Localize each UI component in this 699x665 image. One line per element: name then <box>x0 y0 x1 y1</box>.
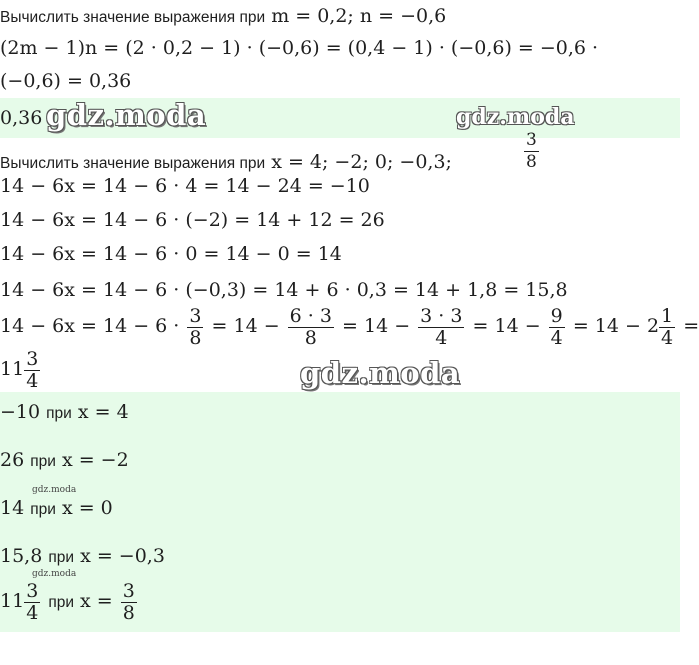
watermark-logo: gdz.moda <box>456 104 575 130</box>
fraction-numerator: 3 <box>26 347 39 370</box>
answer-condition: x = 4 <box>77 401 129 423</box>
answer-condition: x = <box>80 590 113 612</box>
fraction-numerator: 3 <box>526 130 537 150</box>
task1-title: Вычислить значение выражения при <box>0 9 266 26</box>
answer-word: при <box>46 405 72 422</box>
task1-header <box>0 4 446 30</box>
watermark-logo: gdz.moda <box>32 569 77 579</box>
fraction-denominator: 4 <box>26 601 39 624</box>
answer-word: при <box>30 501 56 518</box>
task1-solution-line-2: (−0,6) = 0,36 <box>0 70 132 92</box>
answer-condition: x = 0 <box>61 497 113 519</box>
answer-value: −10 <box>0 401 41 423</box>
task2-answer <box>0 400 129 426</box>
answer-word: при <box>30 453 56 470</box>
watermark-logo: gdz.moda <box>46 98 207 132</box>
fraction-denominator: 8 <box>288 327 334 349</box>
answer-value: 26 <box>0 449 25 471</box>
fraction-numerator: 6 · 3 <box>289 304 332 327</box>
mixed-number-whole: 11 <box>0 358 25 380</box>
expression-part: = <box>683 315 699 337</box>
task2-solution-result <box>0 348 42 392</box>
task2-answer <box>0 544 165 570</box>
watermark-logo: gdz.moda <box>300 356 461 390</box>
task2-solution-line: 14 − 6x = 14 − 6 · 4 = 14 − 24 = −10 <box>0 175 370 197</box>
task2-solution-line: 14 − 6x = 14 − 6 · (−2) = 14 + 12 = 26 <box>0 209 385 231</box>
task1-solution-line-1: (2m − 1)n = (2 · 0,2 − 1) · (−0,6) = (0,4 − 1) · (−0,6) = −0,6 · <box>0 37 599 59</box>
task2-solution-line: 14 − 6x = 14 − 6 · (−0,3) = 14 + 6 · 0,3 = 14 + 1,8 = 15,8 <box>0 279 568 301</box>
expression-part: = 14 − <box>211 315 280 337</box>
expression-part: = 14 − <box>342 315 411 337</box>
expression-part: 14 − 6x = 14 − 6 · <box>0 315 180 337</box>
answer-word: при <box>48 549 75 566</box>
answer-condition: x = −2 <box>61 449 129 471</box>
fraction-denominator: 4 <box>661 326 674 349</box>
task2-header <box>0 150 452 176</box>
answer-value: 15,8 <box>0 545 43 567</box>
fraction-denominator: 8 <box>526 152 537 172</box>
answer-word: при <box>48 594 74 611</box>
expression-part: = 14 − 2 <box>572 315 660 337</box>
task2-answer <box>0 580 139 624</box>
fraction-denominator: 4 <box>26 369 39 392</box>
task2-title: Вычислить значение выражения при <box>0 155 266 172</box>
fraction-numerator: 3 <box>189 304 202 327</box>
fraction-numerator: 1 <box>661 304 674 327</box>
expression-part: = 14 − <box>472 315 541 337</box>
watermark-logo: gdz.moda <box>32 485 77 495</box>
fraction-numerator: 9 <box>550 304 563 327</box>
fraction-denominator: 4 <box>550 326 563 349</box>
fraction-numerator: 3 <box>122 579 135 602</box>
task1-answer: 0,36 <box>0 107 43 129</box>
task2-condition-fraction <box>522 130 541 173</box>
fraction-denominator: 8 <box>189 326 202 349</box>
task2-answer <box>0 448 129 474</box>
task2-answer <box>0 496 113 522</box>
task2-condition: x = 4; −2; 0; −0,3; <box>271 151 452 173</box>
fraction-denominator: 4 <box>418 327 464 349</box>
fraction-numerator: 3 <box>26 579 39 602</box>
task2-solution-line-fractions <box>0 305 699 349</box>
answer-value: 14 <box>0 497 25 519</box>
task2-solution-line: 14 − 6x = 14 − 6 · 0 = 14 − 0 = 14 <box>0 243 342 265</box>
answer-value: 11 <box>0 590 25 612</box>
answer-condition: x = −0,3 <box>80 545 165 567</box>
fraction-numerator: 3 · 3 <box>420 304 463 327</box>
fraction-denominator: 8 <box>122 601 135 624</box>
task1-condition: m = 0,2; n = −0,6 <box>271 5 447 27</box>
